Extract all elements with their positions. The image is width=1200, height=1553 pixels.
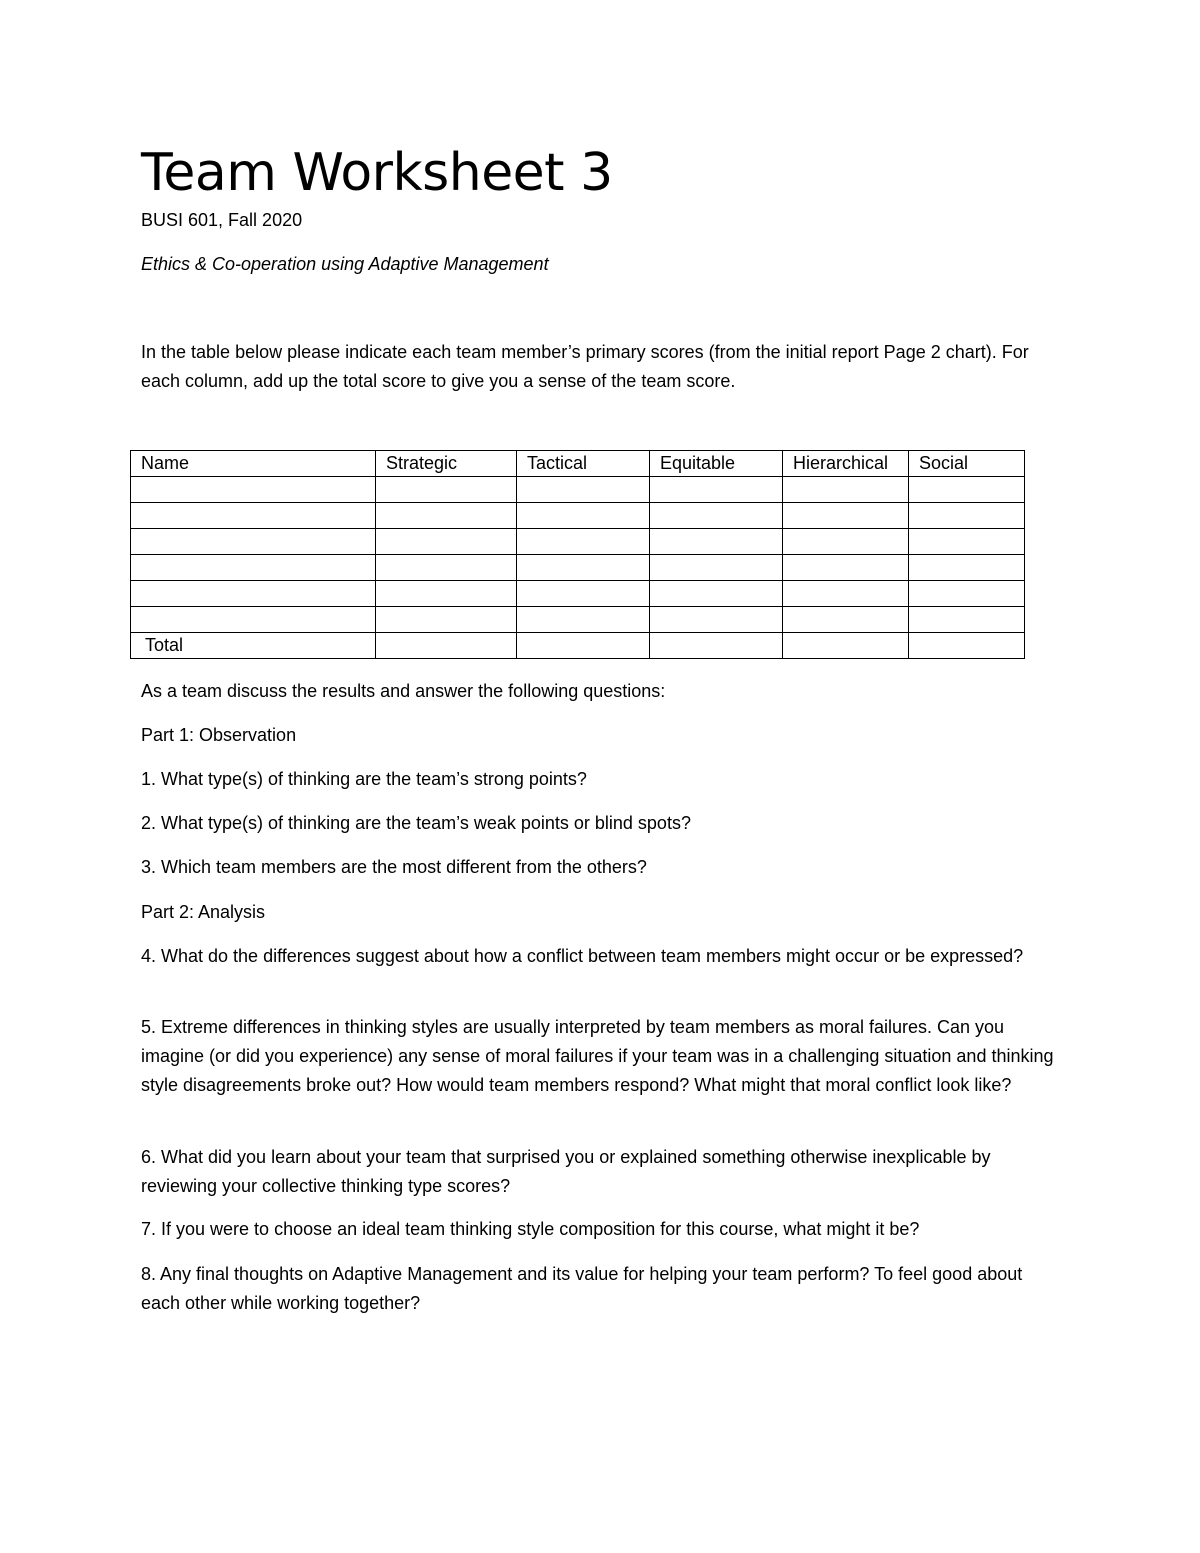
- table-cell[interactable]: [909, 555, 1025, 581]
- table-row: [131, 555, 1025, 581]
- table-cell[interactable]: [131, 581, 376, 607]
- table-cell[interactable]: [376, 581, 517, 607]
- question-6: 6. What did you learn about your team that surprised you or explained something otherwise inexplicable by reviewing your collective thinking type scores?: [141, 1147, 991, 1196]
- header-hierarchical: Hierarchical: [783, 451, 909, 477]
- total-equitable-cell[interactable]: [650, 633, 783, 659]
- question-4: 4. What do the differences suggest about how a conflict between team members might occur or be expressed?: [141, 946, 1024, 966]
- table-cell[interactable]: [131, 477, 376, 503]
- total-label: Total: [131, 633, 376, 659]
- question-2: 2. What type(s) of thinking are the team’s weak points or blind spots?: [141, 813, 691, 833]
- table-cell[interactable]: [650, 529, 783, 555]
- table-cell[interactable]: [909, 477, 1025, 503]
- table-row: [131, 607, 1025, 633]
- question-8: 8. Any final thoughts on Adaptive Management and its value for helping your team perform? To feel good about each other while working together?: [141, 1264, 1023, 1313]
- total-social-cell[interactable]: [909, 633, 1025, 659]
- question-3: 3. Which team members are the most different from the others?: [141, 857, 647, 877]
- table-cell[interactable]: [376, 607, 517, 633]
- table-cell[interactable]: [517, 477, 650, 503]
- part1-heading: Part 1: Observation: [141, 725, 297, 745]
- question-1: 1. What type(s) of thinking are the team’s strong points?: [141, 769, 587, 789]
- header-social: Social: [909, 451, 1025, 477]
- page-title: Team Worksheet 3: [141, 143, 613, 203]
- table-cell[interactable]: [783, 607, 909, 633]
- total-hierarchical-cell[interactable]: [783, 633, 909, 659]
- intro-paragraph: In the table below please indicate each team member’s primary scores (from the initial report Page 2 chart). For each column, add up the total score to give you a sense of the team score.: [141, 342, 1029, 391]
- table-cell[interactable]: [909, 503, 1025, 529]
- part2-heading: Part 2: Analysis: [141, 902, 266, 922]
- course-line: BUSI 601, Fall 2020: [141, 210, 303, 230]
- header-name: Name: [131, 451, 376, 477]
- total-tactical-cell[interactable]: [517, 633, 650, 659]
- table-cell[interactable]: [909, 529, 1025, 555]
- question-5: 5. Extreme differences in thinking styles are usually interpreted by team members as moral failures. Can you imagine (or did you experience) any sense of moral failures if your team was in a challenging situation and thinking style disagreements broke out? How would team members respond? What might that moral conflict look like?: [141, 1017, 1054, 1095]
- header-equitable: Equitable: [650, 451, 783, 477]
- table-total-row: [131, 633, 1025, 659]
- table-cell[interactable]: [517, 555, 650, 581]
- question-7: 7. If you were to choose an ideal team thinking style composition for this course, what might it be?: [141, 1219, 920, 1239]
- table-cell[interactable]: [783, 581, 909, 607]
- table-cell[interactable]: [783, 477, 909, 503]
- table-cell[interactable]: [131, 529, 376, 555]
- table-cell[interactable]: [650, 607, 783, 633]
- table-cell[interactable]: [783, 503, 909, 529]
- table-cell[interactable]: [650, 581, 783, 607]
- table-row: [131, 477, 1025, 503]
- table-cell[interactable]: [131, 607, 376, 633]
- table-cell[interactable]: [650, 477, 783, 503]
- table-cell[interactable]: [376, 529, 517, 555]
- table-row: [131, 581, 1025, 607]
- table-cell[interactable]: [650, 503, 783, 529]
- table-cell[interactable]: [376, 477, 517, 503]
- table-cell[interactable]: [909, 581, 1025, 607]
- total-strategic-cell[interactable]: [376, 633, 517, 659]
- table-cell[interactable]: [517, 529, 650, 555]
- table-cell[interactable]: [131, 503, 376, 529]
- table-cell[interactable]: [376, 555, 517, 581]
- table-cell[interactable]: [517, 581, 650, 607]
- discussion-intro: As a team discuss the results and answer the following questions:: [141, 681, 666, 701]
- scores-table: [130, 450, 1025, 659]
- table-cell[interactable]: [783, 529, 909, 555]
- table-row: [131, 529, 1025, 555]
- table-row: [131, 503, 1025, 529]
- table-cell[interactable]: [650, 555, 783, 581]
- table-cell[interactable]: [517, 503, 650, 529]
- worksheet-subtitle: Ethics & Co-operation using Adaptive Management: [141, 254, 549, 274]
- table-cell[interactable]: [909, 607, 1025, 633]
- table-cell[interactable]: [376, 503, 517, 529]
- header-strategic: Strategic: [376, 451, 517, 477]
- header-tactical: Tactical: [517, 451, 650, 477]
- table-header-row: [131, 451, 1025, 477]
- table-cell[interactable]: [517, 607, 650, 633]
- table-cell[interactable]: [783, 555, 909, 581]
- table-cell[interactable]: [131, 555, 376, 581]
